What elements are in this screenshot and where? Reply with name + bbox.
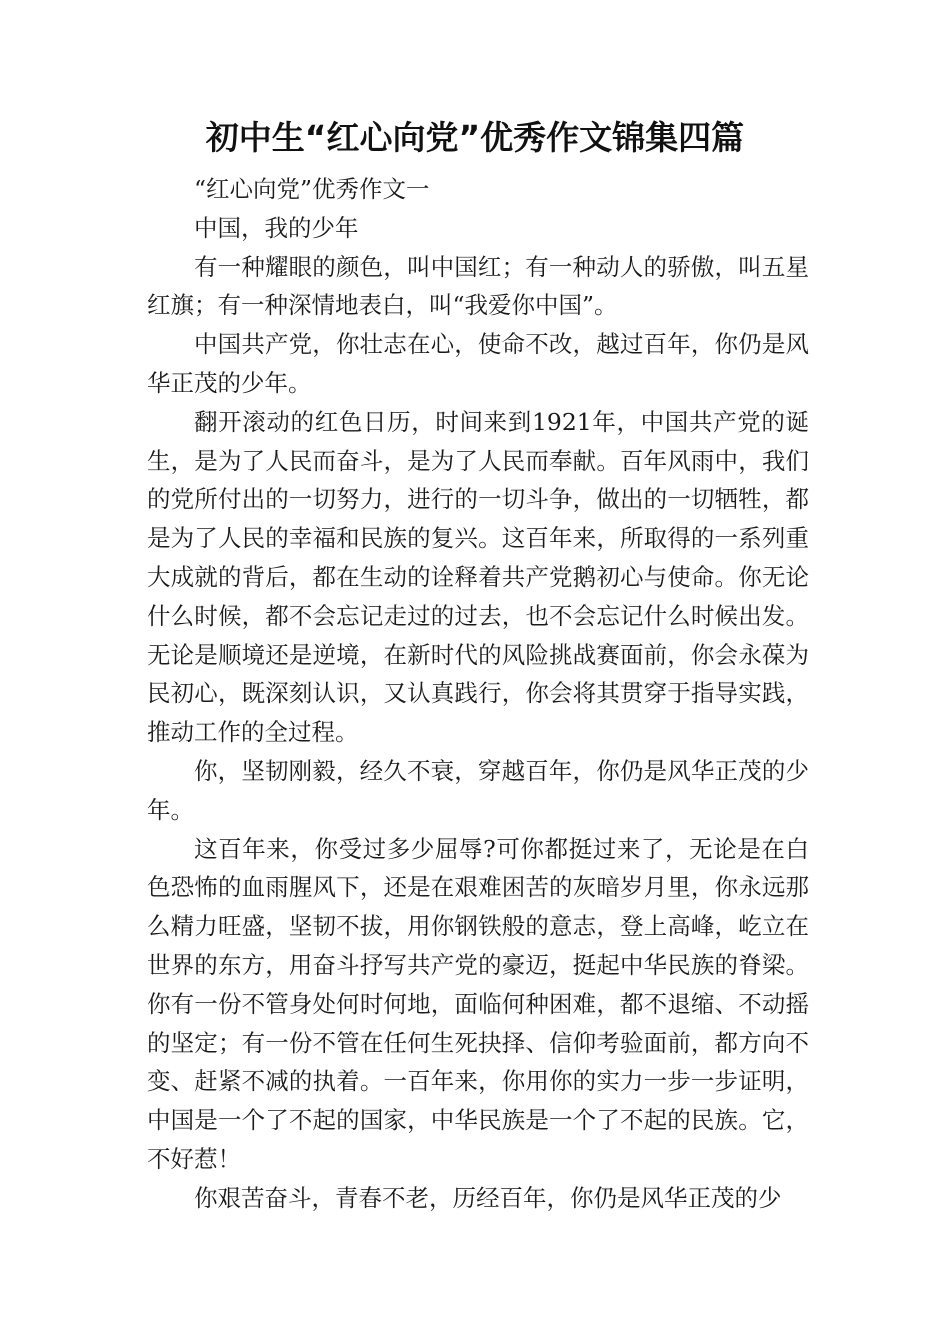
document-title: 初中生“红心向党”优秀作文锦集四篇 <box>205 118 745 157</box>
essay-label: “红心向党”优秀作文一 <box>194 175 430 203</box>
document-body <box>147 170 809 1218</box>
essay-subtitle: 中国，我的少年 <box>194 213 359 242</box>
paragraph: 翻开滚动的红色日历，时间来到1921年，中国共产党的诞生，是为了人民而奋斗，是为了人民而奉献。百年风雨中，我们的党所付出的一切努力，进行的一切斗争，做出的一切牺牲，都是为了人民的幸福和民族的复兴。这百年来，所取得的一系列重大成就的背后，都在生动的诠释着共产党鹅初心与使命。你无论什么时候，都不会忘记走过的过去，也不会忘记什么时候出发。无论是顺境还是逆境，在新时代的风险挑战赛面前，你会永葆为民初心，既深刻认识，又认真践行，你会将其贯穿于指导实践，推动工作的全过程。 <box>147 407 809 747</box>
paragraph: 有一种耀眼的颜色，叫中国红；有一种动人的骄傲，叫五星红旗；有一种深情地表白，叫“我爱你中国”。 <box>147 252 809 320</box>
paragraph: 中国共产党，你壮志在心，使命不改，越过百年，你仍是风华正茂的少年。 <box>147 330 809 397</box>
paragraph: 你艰苦奋斗，青春不老，历经百年，你仍是风华正茂的少 <box>194 1183 782 1212</box>
paragraph: 这百年来，你受过多少屈辱?可你都挺过来了，无论是在白色恐怖的血雨腥风下，还是在艰难困苦的灰暗岁月里，你永远那么精力旺盛，坚韧不拔，用你钢铁般的意志，登上高峰，屹立在世界的东方，用奋斗抒写共产党的豪迈，挺起中华民族的脊梁。你有一份不管身处何时何地，面临何种困难，都不退缩、不动摇的坚定；有一份不管在任何生死抉择、信仰考验面前，都方向不变、赶紧不减的执着。一百年来，你用你的实力一步一步证明，中国是一个了不起的国家，中华民族是一个了不起的民族。它，不好惹！ <box>147 834 809 1173</box>
paragraph: 你，坚韧刚毅，经久不衰，穿越百年，你仍是风华正茂的少年。 <box>147 756 809 824</box>
